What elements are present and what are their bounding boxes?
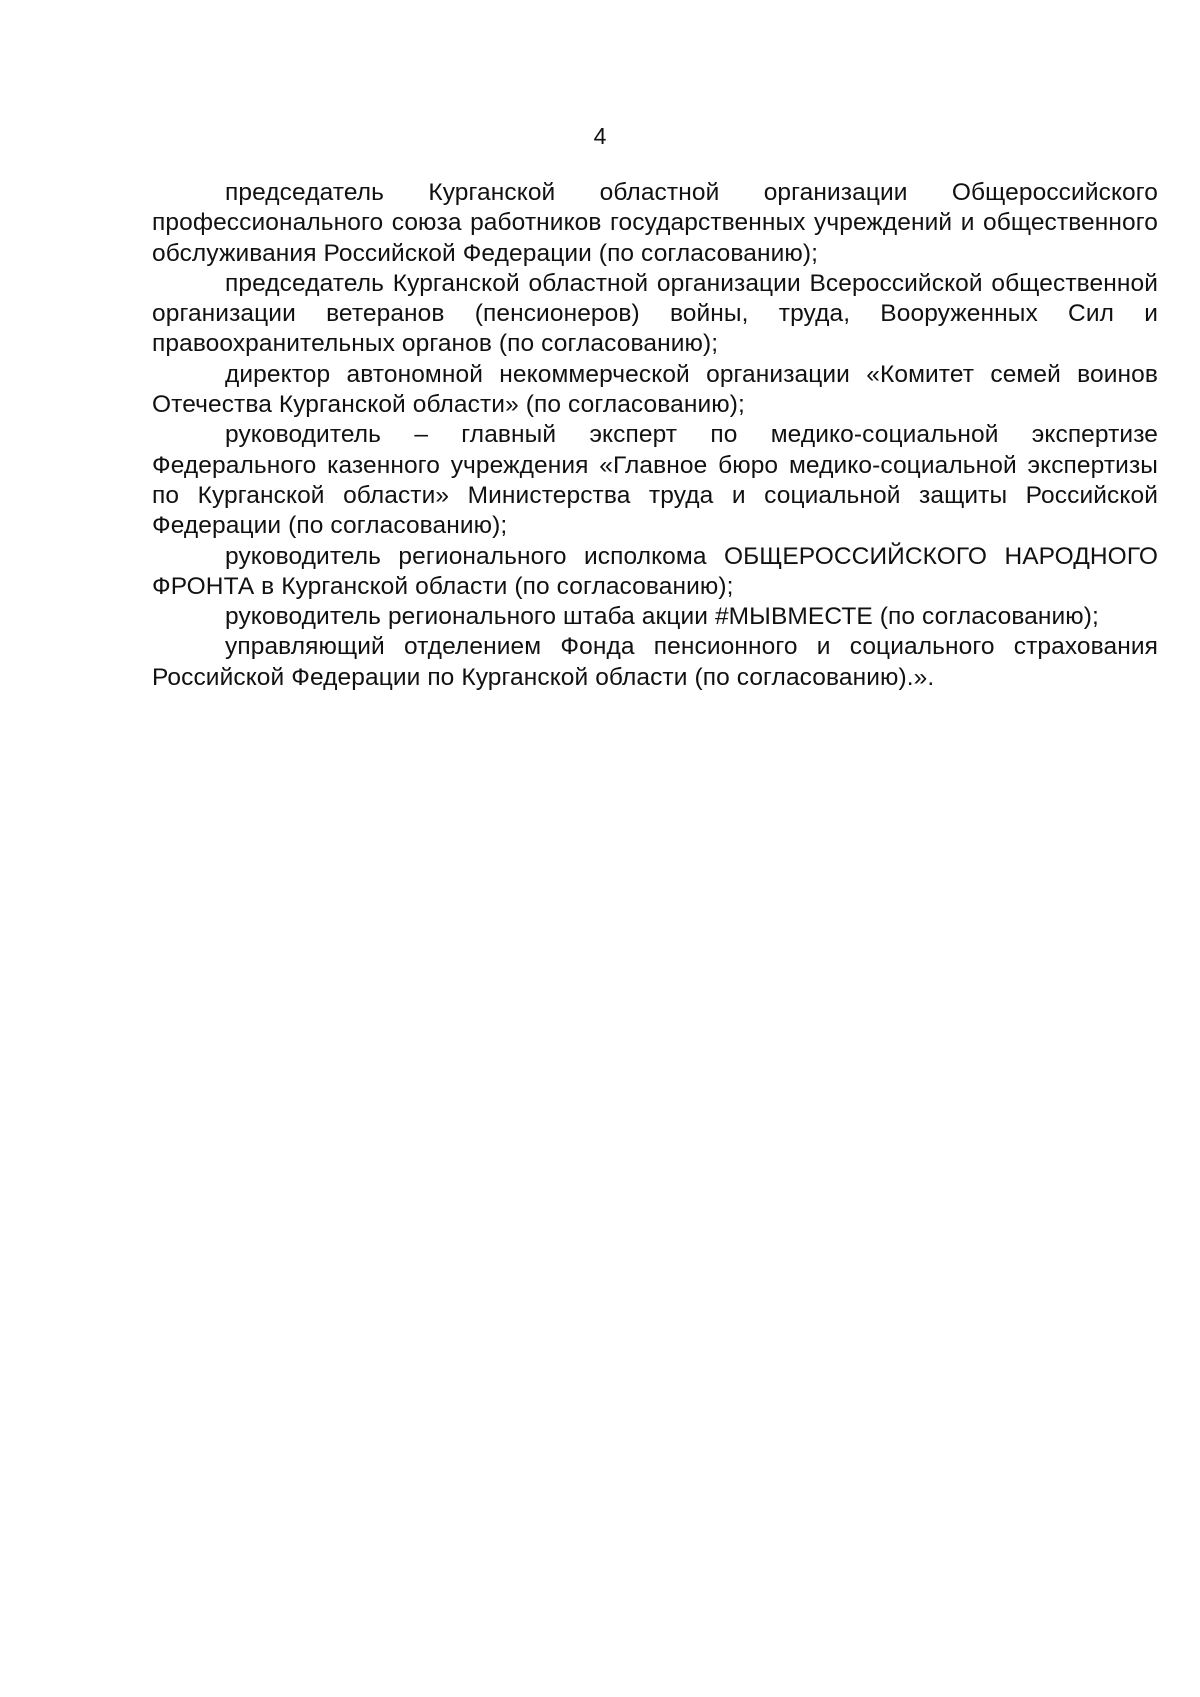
list-item: управляющий отделением Фонда пенсионного и социального страхования Российской Федерации по Курганской области (по согласованию).». [152,633,1158,691]
list-item: руководитель регионального исполкома ОБЩЕРОССИЙСКОГО НАРОДНОГО ФРОНТА в Курганской области (по согласованию); [152,542,1158,600]
member-list [152,178,1158,693]
list-item: председатель Курганской областной организации Общероссийского профессионального союза работников государственных учреждений и общественного обслуживания Российской Федерации (по согласованию); [152,179,1158,267]
list-item: директор автономной некоммерческой организации «Комитет семей воинов Отечества Курганской области» (по согласованию); [152,360,1158,419]
list-item: руководитель регионального штаба акции #МЫВМЕСТЕ (по согласованию); [225,603,1099,631]
list-item: руководитель – главный эксперт по медико-социальной экспертизе Федерального казенного учреждения «Главное бюро медико-социальной экспертизы по Курганской области» Министерства труда и социальной защиты Российской Федерации (по согласованию); [152,421,1158,540]
list-item: председатель Курганской областной организации Всероссийской общественной организации ветеранов (пенсионеров) войны, труда, Вооруженных Сил и правоохранительных органов (по согласованию); [152,269,1158,358]
page-number: 4 [593,123,607,149]
